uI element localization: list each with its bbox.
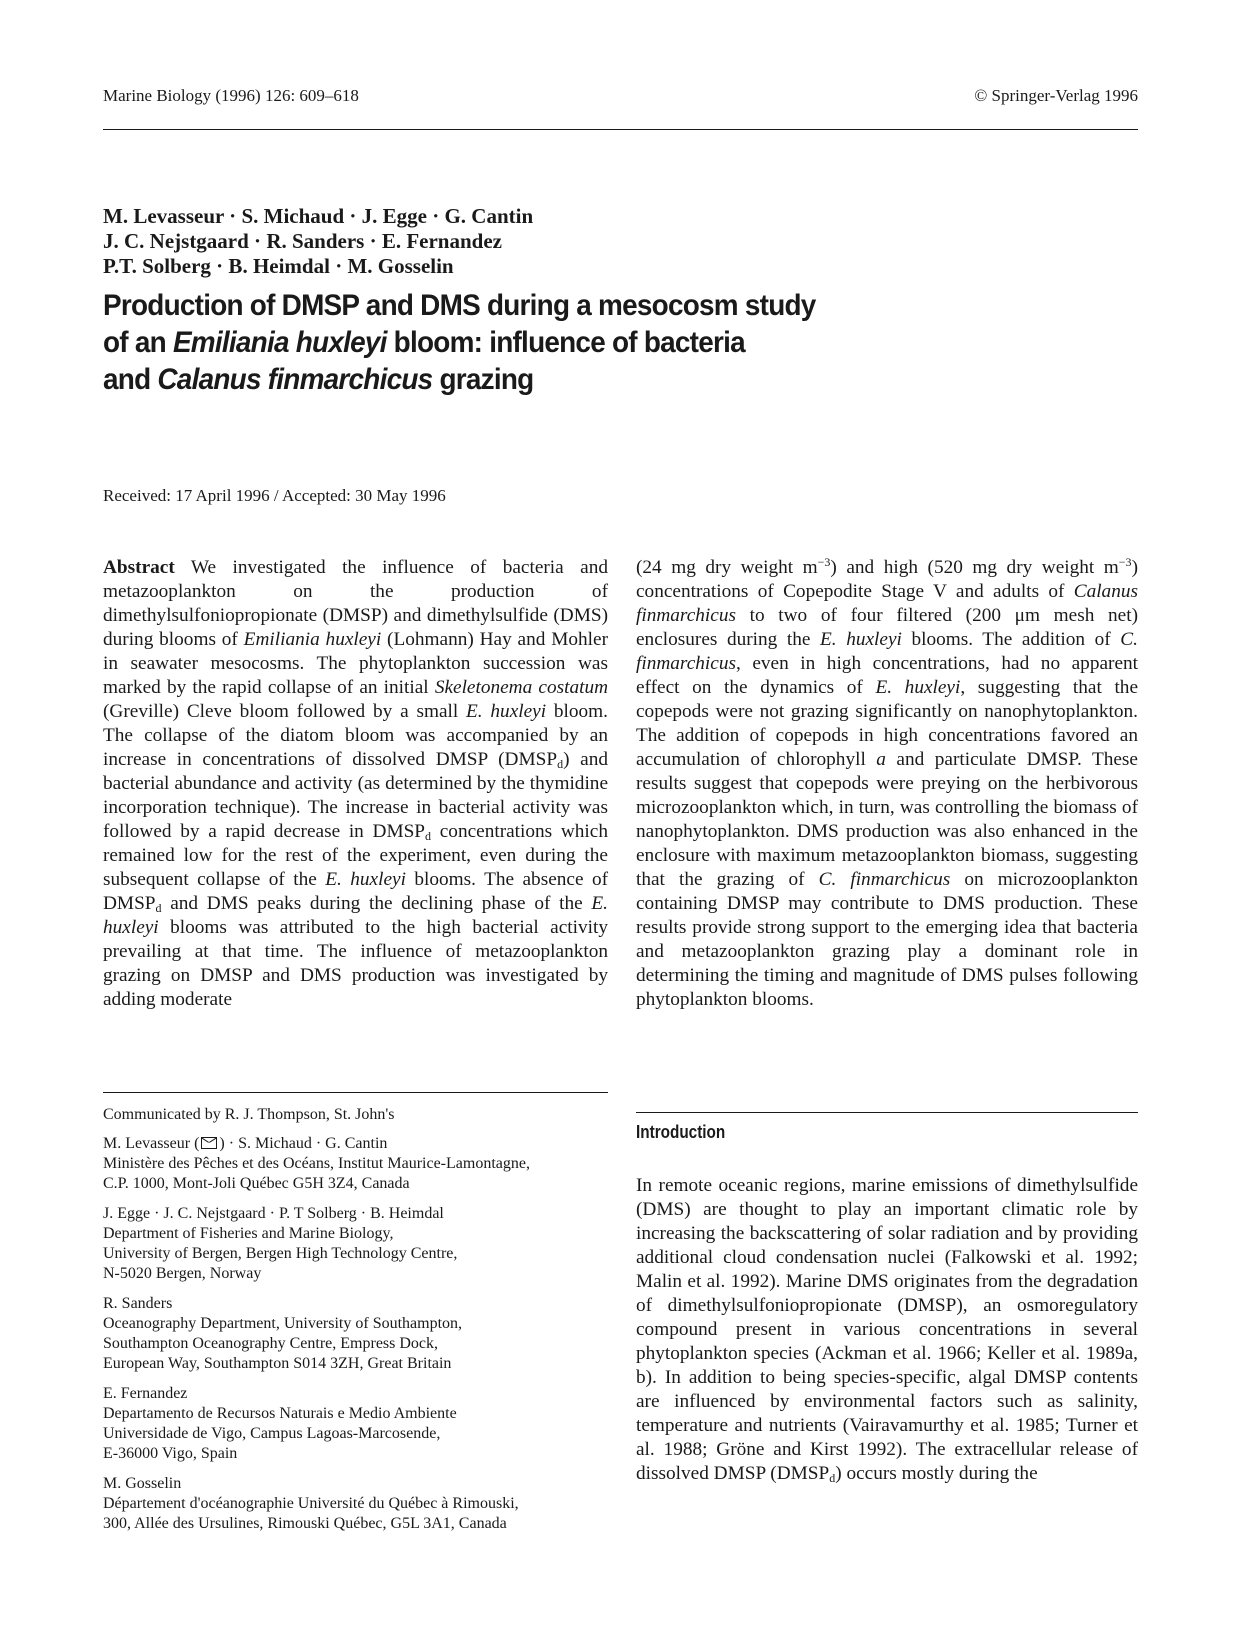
abstract-label: Abstract xyxy=(103,557,175,578)
affiliation-block: E. Fernandez Departamento de Recursos Naturais e Medio Ambiente Universidade de Vigo, Campus Lagoas-Marcosende, E-36000 Vigo, Spain xyxy=(103,1385,457,1462)
affiliations xyxy=(103,1134,608,1544)
abstract-paragraph-continued: (24 mg dry weight $m^{-3}$) and high (520 mg dry weight $m^{-3}$) concentrations of Copepodite Stage V and adults of Calanus finmarchicus to two of four filtered (200 μm mesh net) enclosures during the E. huxleyi blooms. The addition of C. finmarchicus, even in high concentrations, had no apparent effect on the dynamics of E. huxleyi, suggesting that the copepods were not grazing significantly on nanophytoplankton. The addition of copepods in high concentrations favored an accumulation of chlorophyll a and particulate DMSP. These results suggest that copepods were preying on the herbivorous microzooplankton which, in turn, was controlling the biomass of nanophytoplankton. DMS production was also enhanced in the enclosure with maximum metazooplankton biomass, suggesting that the grazing of C. finmarchicus on microzooplankton containing DMSP may contribute to DMS production. These results provide strong support to the emerging idea that bacteria and metazooplankton grazing play a dominant role in determining the timing and magnitude of DMS pulses following phytoplankton blooms. xyxy=(636,555,1139,1010)
author-line: P.T. Solberg · B. Heimdal · M. Gosselin xyxy=(103,254,454,278)
author-line: M. Levasseur · S. Michaud · J. Egge · G. Cantin xyxy=(103,204,534,228)
title-line: and Calanus finmarchicus grazing xyxy=(103,363,534,396)
journal-citation: Marine Biology (1996) 126: 609–618 xyxy=(103,86,359,105)
title-line: of an Emiliania huxleyi bloom: influence of bacteria xyxy=(103,326,745,359)
affiliation-block: M. Levasseur ( ) · S. Michaud · G. Cantin Ministère des Pêches et des Océans, Institut Maurice-Lamontagne, C.P. 1000, Mont-Joli Québec G5H 3Z4, Canada xyxy=(103,1135,530,1192)
abstract-column-left xyxy=(103,556,608,1012)
affiliation-block: J. Egge · J. C. Nejstgaard · P. T Solberg · B. Heimdal Department of Fisheries and Marine Biology, University of Bergen, Bergen High Technology Centre, N-5020 Bergen, Norway xyxy=(103,1205,458,1282)
received-dates: Received: 17 April 1996 / Accepted: 30 May 1996 xyxy=(103,486,446,505)
running-header xyxy=(103,86,1138,112)
introduction-paragraph: In remote oceanic regions, marine emissions of dimethylsulfide (DMS) are thought to play an important climatic role by increasing the backscattering of solar radiation and by providing additional cloud condensation nuclei (Falkowski et al. 1992; Malin et al. 1992). Marine DMS originates from the degradation of dimethylsulfoniopropionate (DMSP), an osmoregulatory compound present in various concentrations in several phytoplankton species (Ackman et al. 1966; Keller et al. 1989a, b). In addition to being species-specific, algal DMSP contents are influenced by environmental factors such as salinity, temperature and nutrients (Vairavamurthy et al. 1985; Turner et al. 1988; Gröne and Kirst 1992). The extracellular release of dissolved DMSP $(DMSP_d)$ occurs mostly during the xyxy=(636,1175,1138,1485)
header-rule xyxy=(103,129,1138,130)
footnote-rule xyxy=(103,1092,608,1093)
affiliation-block: M. Gosselin Département d'océanographie Université du Québec à Rimouski, 300, Allée des Ursulines, Rimouski Québec, G5L 3A1, Canada xyxy=(103,1475,519,1532)
envelope-icon xyxy=(201,1137,217,1149)
title-line: Production of DMSP and DMS during a mesocosm study xyxy=(103,289,816,322)
paper-title xyxy=(103,287,1070,398)
section-rule xyxy=(636,1112,1138,1113)
author-line: J. C. Nejstgaard · R. Sanders · E. Fernandez xyxy=(103,229,502,253)
affiliation-block: R. Sanders Oceanography Department, University of Southampton, Southampton Oceanography Centre, Empress Dock, European Way, Southampton S014 3ZH, Great Britain xyxy=(103,1295,463,1372)
abstract-column-right xyxy=(636,556,1138,1012)
communicated-by: Communicated by R. J. Thompson, St. John's xyxy=(103,1106,395,1123)
section-heading-introduction: Introduction xyxy=(636,1122,726,1142)
copyright-notice: © Springer-Verlag 1996 xyxy=(974,86,1138,105)
abstract-paragraph: Abstract We investigated the influence of bacteria and metazooplankton on the production of dimethylsulfoniopropionate (DMSP) and dimethylsulfide (DMS) during blooms of Emiliania huxleyi (Lohmann) Hay and Mohler in seawater mesocosms. The phytoplankton succession was marked by the rapid collapse of an initial Skeletonema costatum (Greville) Cleve bloom followed by a small E. huxleyi bloom. The collapse of the diatom bloom was accompanied by an increase in concentrations of dissolved DMSP $(DMSP_d)$ and bacterial abundance and activity (as determined by the thymidine incorporation technique). The increase in bacterial activity was followed by a rapid decrease in $DMSP_d$ concentrations which remained low for the rest of the experiment, even during the subsequent collapse of the E. huxleyi blooms. The absence of $DMSP_d$ and DMS peaks during the declining phase of the E. huxleyi blooms was attributed to the high bacterial activity prevailing at that time. The influence of metazooplankton grazing on DMSP and DMS production was investigated by adding moderate xyxy=(103,557,609,1010)
author-list xyxy=(103,204,803,279)
